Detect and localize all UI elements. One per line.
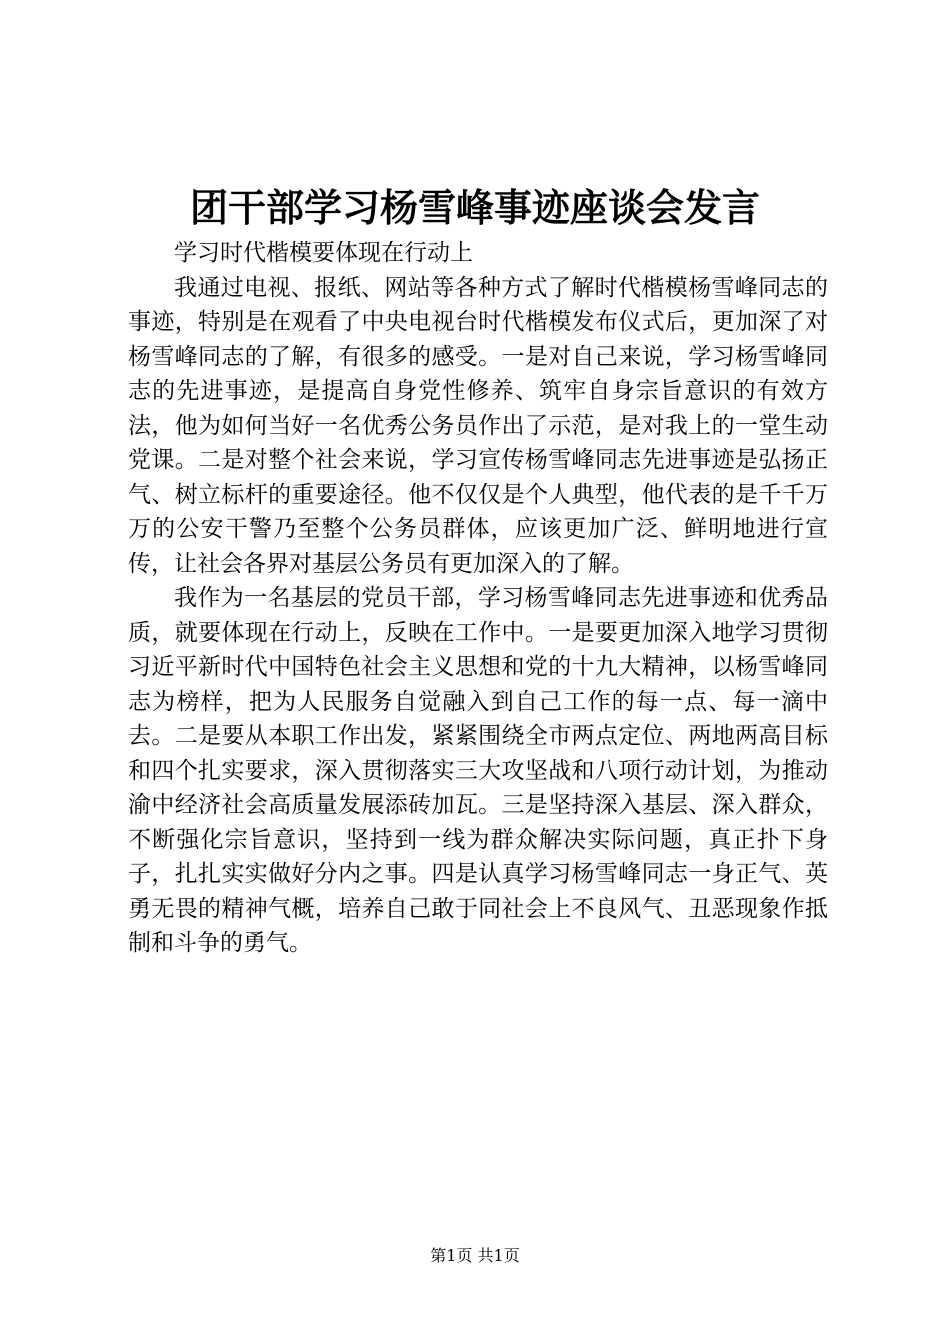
document-title: 团干部学习杨雪峰事迹座谈会发言	[189, 185, 760, 230]
page-number-footer: 第1页 共1页	[430, 1246, 520, 1265]
document-subtitle: 学习时代楷模要体现在行动上	[174, 240, 473, 266]
document-body	[128, 236, 828, 961]
body-paragraph: 我通过电视、报纸、网站等各种方式了解时代楷模杨雪峰同志的事迹，特别是在观看了中央电视台时代楷模发布仪式后，更加深了对杨雪峰同志的了解，有很多的感受。一是对自己来说，学习杨雪峰同志的先进事迹，是提高自身党性修养、筑牢自身宗旨意识的有效方法，他为如何当好一名优秀公务员作出了示范，是对我上的一堂生动党课。二是对整个社会来说，学习宣传杨雪峰同志先进事迹是弘扬正气、树立标杆的重要途径。他不仅仅是个人典型，他代表的是千千万万的公安干警乃至整个公务员群体，应该更加广泛、鲜明地进行宣传，让社会各界对基层公务员有更加深入的了解。	[128, 274, 828, 577]
body-paragraph: 我作为一名基层的党员干部，学习杨雪峰同志先进事迹和优秀品质，就要体现在行动上，反映在工作中。一是要更加深入地学习贯彻习近平新时代中国特色社会主义思想和党的十九大精神，以杨雪峰同志为榜样，把为人民服务自觉融入到自己工作的每一点、每一滴中去。二是要从本职工作出发，紧紧围绕全市两点定位、两地两高目标和四个扎实要求，深入贯彻落实三大攻坚战和八项行动计划，为推动渝中经济社会高质量发展添砖加瓦。三是坚持深入基层、深入群众，不断强化宗旨意识，坚持到一线为群众解决实际问题，真正扑下身子，扎扎实实做好分内之事。四是认真学习杨雪峰同志一身正气、英勇无畏的精神气概，培养自己敢于同社会上不良风气、丑恶现象作抵制和斗争的勇气。	[128, 585, 828, 956]
